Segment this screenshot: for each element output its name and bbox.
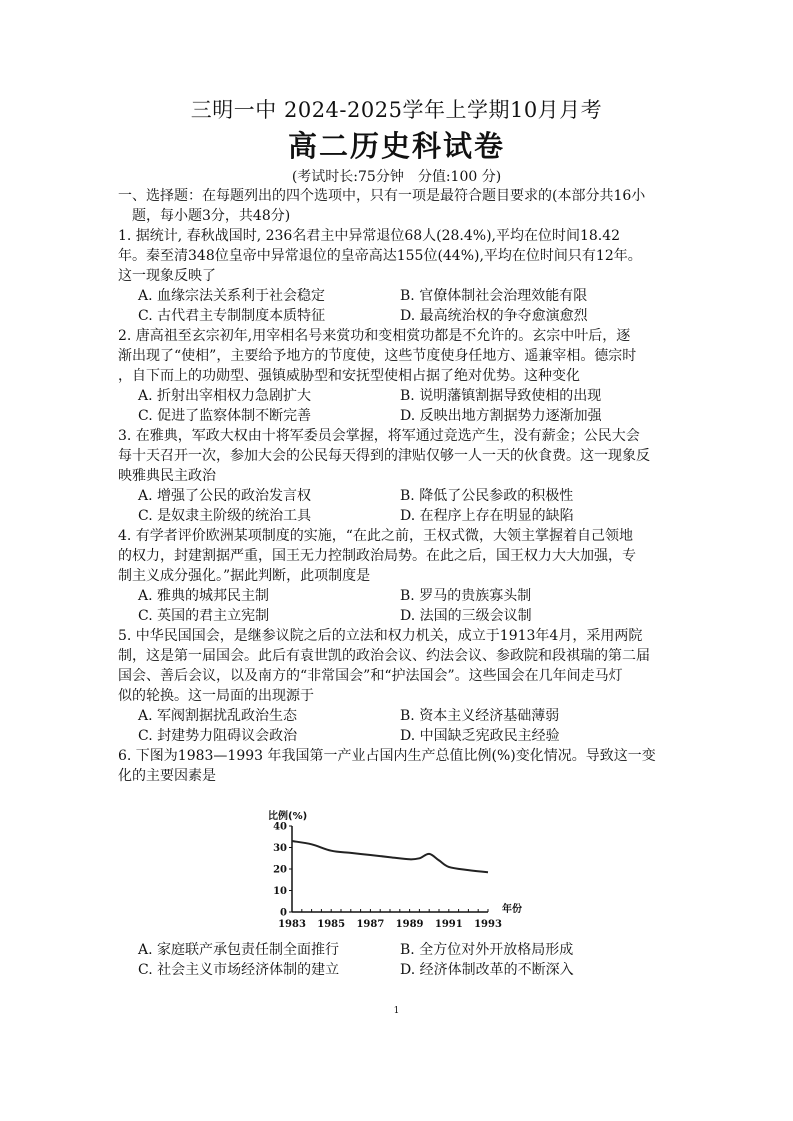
option-c: C. 社会主义市场经济体制的建立	[138, 962, 340, 978]
option-d: D. 法国的三级会议制	[400, 608, 532, 624]
option-d: D. 反映出地方割据势力逐渐加强	[400, 408, 602, 424]
y-tick-label: 20	[273, 864, 287, 876]
option-c: C. 封建势力阻碍议会政治	[138, 728, 298, 744]
question-line: 6. 下图为1983—1993 年我国第一产业占国内生产总值比例(%)变化情况。导致这一变	[118, 748, 656, 764]
y-tick-label: 30	[273, 843, 287, 854]
option-a: A. 军阀割据扰乱政治生态	[138, 708, 298, 724]
question-line: 化的主要因素是	[118, 768, 216, 784]
y-tick-label: 10	[273, 886, 287, 897]
section-heading-cont: 题，每小题3分，共48分)	[132, 208, 291, 224]
section-heading: 一、选择题：在每题列出的四个选项中，只有一项是最符合题目要求的(本部分共16小	[118, 188, 646, 204]
question-line: 渐出现了“使相”，主要给予地方的节度使，这些节度使身任地方、遥兼宰相。德宗时	[118, 348, 637, 364]
question-line: 年。秦至清348位皇帝中异常退位的皇帝高达155位(44%),平均在位时间只有12年。	[118, 248, 642, 264]
question-4	[118, 526, 678, 626]
question-line: 每十天召开一次，参加大会的公民每天得到的津贴仅够一人一天的伙食费。这一现象反	[118, 448, 650, 464]
option-b: B. 降低了公民参政的积极性	[400, 488, 574, 504]
option-c: C. 古代君主专制制度本质特征	[138, 308, 326, 324]
x-tick-label: 1983	[278, 919, 306, 930]
option-a: A. 家庭联产承包责任制全面推行	[138, 942, 340, 958]
series-line	[292, 841, 488, 872]
option-b: B. 说明藩镇割据导致使相的出现	[400, 388, 602, 404]
option-a: A. 折射出宰相权力急剧扩大	[138, 388, 312, 404]
question-6-options	[118, 940, 678, 980]
x-tick-label: 1985	[317, 919, 346, 930]
questions-area	[118, 186, 678, 786]
y-axis-title: 比例(%)	[268, 811, 308, 822]
option-d: D. 经济体制改革的不断深入	[400, 962, 574, 978]
option-d: D. 最高统治权的争夺愈演愈烈	[400, 308, 588, 324]
option-a: A. 增强了公民的政治发言权	[138, 488, 312, 504]
option-c: C. 促进了监察体制不断完善	[138, 408, 312, 424]
question-line: 2. 唐高祖至玄宗初年,用宰相名号来赏功和变相赏功都是不允许的。玄宗中叶后，逐	[118, 328, 631, 344]
option-c: C. 是奴隶主阶级的统治工具	[138, 508, 312, 524]
exam-subject-title: 高二历史科试卷	[287, 129, 505, 163]
option-d: D. 在程序上存在明显的缺陷	[400, 508, 574, 524]
page-number: 1	[393, 1006, 400, 1016]
option-b: B. 资本主义经济基础薄弱	[400, 708, 560, 724]
question-1	[118, 226, 678, 326]
option-a: A. 雅典的城邦民主制	[138, 588, 270, 604]
x-tick-label: 1989	[395, 919, 424, 930]
question-5	[118, 626, 678, 746]
question-2	[118, 326, 678, 426]
question-line: 制主义成分强化。”据此判断，此项制度是	[118, 568, 371, 584]
gdp-ratio-chart	[264, 806, 534, 936]
question-line: 制，这是第一届国会。此后有袁世凯的政治会议、约法会议、参政院和段祺瑞的第二届	[118, 648, 650, 664]
exam-title: 三明一中 2024-2025学年上学期10月月考	[190, 98, 603, 122]
question-line: ，自下而上的功勋型、强镇威胁型和安抚型使相占据了绝对优势。这种变化	[118, 368, 580, 384]
question-3	[118, 426, 678, 526]
question-line: 1. 据统计, 春秋战国时, 236名君主中异常退位68人(28.4%),平均在位时间18.42	[118, 228, 621, 244]
question-line: 4. 有学者评价欧洲某项制度的实施，“在此之前，王权式微，大领主掌握着自己领地	[118, 528, 633, 544]
question-line: 这一现象反映了	[118, 268, 216, 284]
question-line: 5. 中华民国国会，是继参议院之后的立法和权力机关，成立于1913年4月，采用两院	[118, 628, 643, 644]
option-a: A. 血缘宗法关系利于社会稳定	[138, 288, 326, 304]
question-line: 的权力，封建割据严重，国王无力控制政治局势。在此之后，国王权力大大加强，专	[118, 548, 636, 564]
option-c: C. 英国的君主立宪制	[138, 608, 270, 624]
x-axis-title: 年份	[502, 904, 522, 915]
option-d: D. 中国缺乏宪政民主经验	[400, 728, 560, 744]
question-line: 似的轮换。这一局面的出现源于	[118, 688, 314, 704]
option-b: B. 官僚体制社会治理效能有限	[400, 288, 588, 304]
question-line: 3. 在雅典，军政大权由十将军委员会掌握，将军通过竞选产生，没有薪金；公民大会	[118, 428, 640, 444]
x-tick-label: 1993	[474, 919, 502, 930]
question-line: 国会、善后会议，以及南方的“非常国会”和“护法国会”。这些国会在几年间走马灯	[118, 668, 623, 684]
y-tick-label: 40	[273, 821, 287, 833]
x-tick-label: 1987	[356, 919, 385, 930]
x-tick-label: 1991	[434, 919, 463, 930]
option-b: B. 罗马的贵族寡头制	[400, 588, 532, 604]
y-tick-label: 0	[280, 907, 287, 919]
exam-info: (考试时长:75分钟 分值:100 分)	[291, 169, 502, 185]
chart-svg	[264, 806, 534, 936]
question-6	[118, 746, 678, 786]
option-b: B. 全方位对外开放格局形成	[400, 942, 574, 958]
question-line: 映雅典民主政治	[118, 468, 216, 484]
